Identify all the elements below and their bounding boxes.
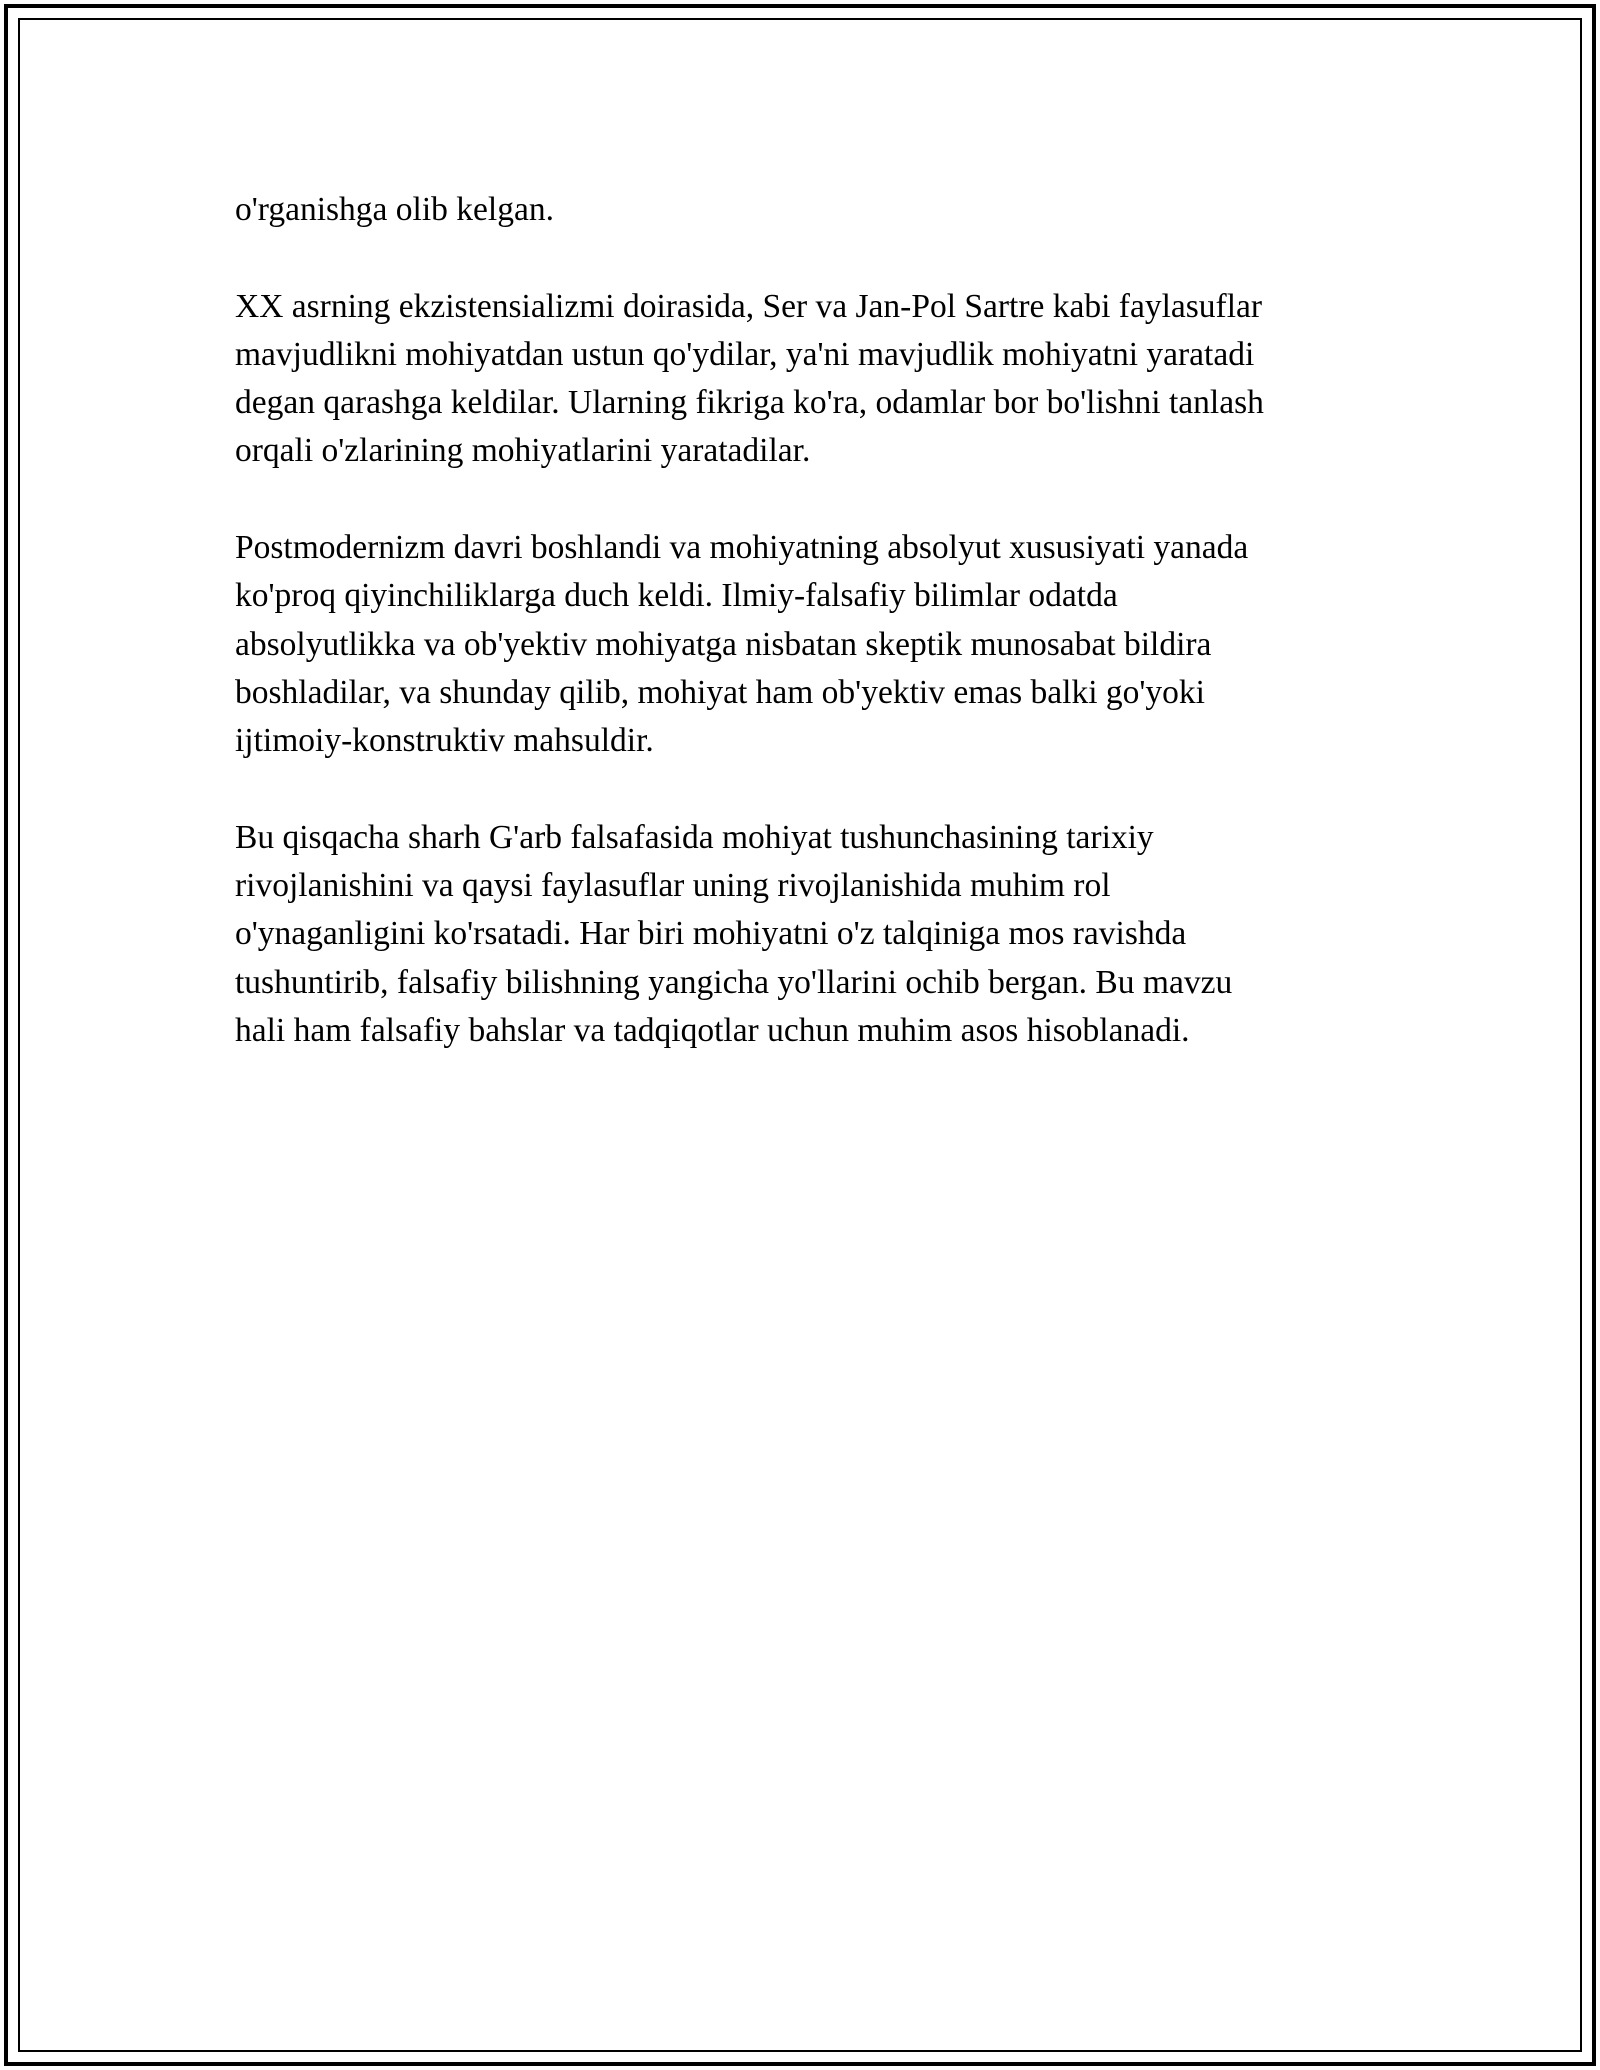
text-line: ijtimoiy-konstruktiv mahsuldir. (235, 722, 654, 760)
text-line: Bu qisqacha sharh G'arb falsafasida mohiyat tushunchasining tarixiy (235, 818, 1154, 856)
paragraph-2 (235, 283, 1385, 476)
text-line: absolyutlikka va ob'yektiv mohiyatga nisbatan skeptik munosabat bildira (235, 625, 1212, 663)
text-line: Postmodernizm davri boshlandi va mohiyatning absolyut xususiyati yanada (235, 529, 1249, 567)
paragraph-3 (235, 524, 1385, 765)
text-line: o'rganishga olib kelgan. (235, 191, 554, 228)
text-line: XX asrning ekzistensializmi doirasida, Ser va Jan-Pol Sartre kabi faylasuflar (235, 287, 1263, 325)
text-line: tushuntirib, falsafiy bilishning yangicha yo'llarini ochib bergan. Bu mavzu (235, 963, 1233, 1001)
text-line: o'ynaganligini ko'rsatadi. Har biri mohiyatni o'z talqiniga mos ravishda (235, 915, 1187, 953)
text-line: ko'proq qiyinchiliklarga duch keldi. Ilmiy-falsafiy bilimlar odatda (235, 577, 1118, 615)
text-line: boshladilar, va shunday qilib, mohiyat ham ob'yektiv emas balki go'yoki (235, 673, 1205, 711)
text-line: degan qarashga keldilar. Ularning fikriga ko'ra, odamlar bor bo'lishni tanlash (235, 384, 1264, 422)
paragraph-1 (235, 186, 1385, 234)
paragraph-4 (235, 814, 1385, 1055)
text-line: rivojlanishini va qaysi faylasuflar uning rivojlanishida muhim rol (235, 867, 1111, 905)
text-line: mavjudlikni mohiyatdan ustun qo'ydilar, ya'ni mavjudlik mohiyatni yaratadi (235, 335, 1255, 373)
text-line: orqali o'zlarining mohiyatlarini yaratadilar. (235, 432, 811, 470)
document-body (235, 186, 1385, 1104)
text-line: hali ham falsafiy bahslar va tadqiqotlar uchun muhim asos hisoblanadi. (235, 1012, 1190, 1050)
